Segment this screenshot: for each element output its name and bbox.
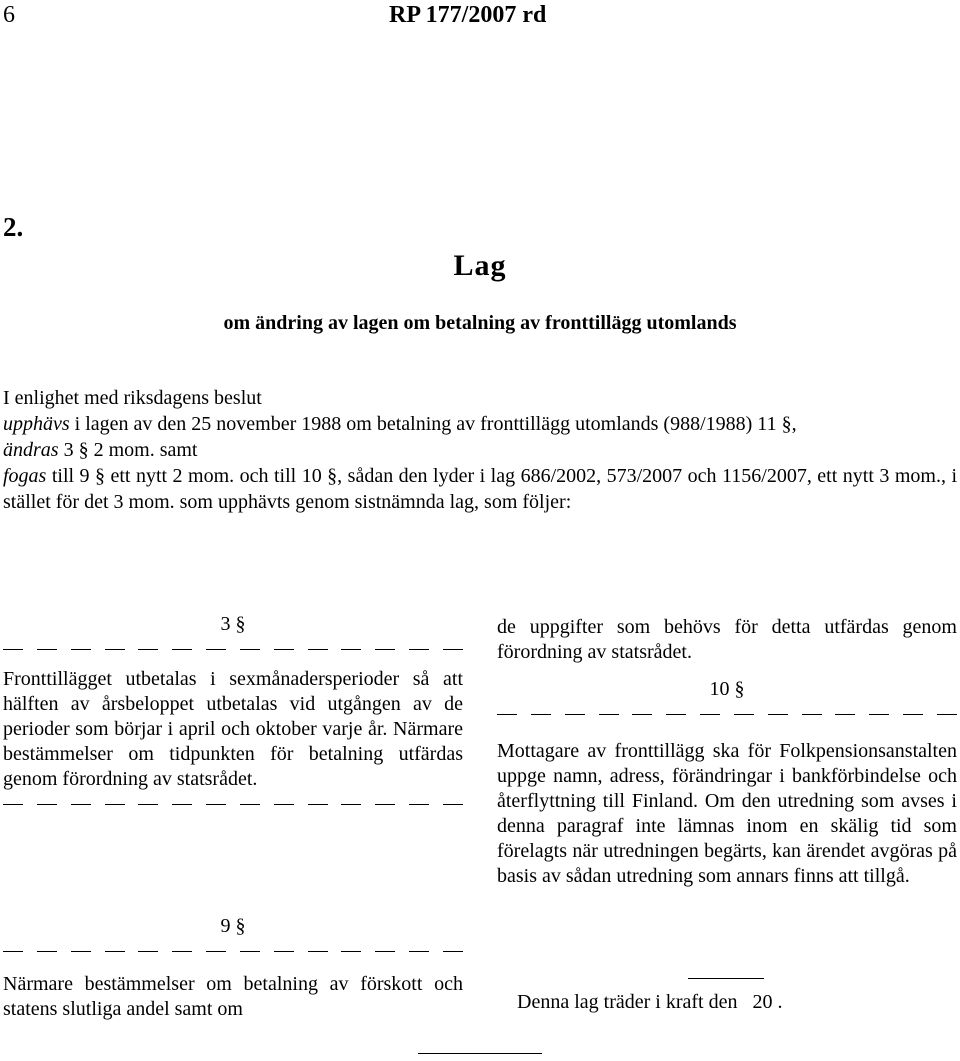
right-column bbox=[497, 615, 957, 889]
repeal-keyword: upphävs bbox=[3, 413, 70, 435]
amend-clause bbox=[3, 437, 957, 463]
omission-dashes bbox=[3, 792, 463, 817]
enacting-line: I enlighet med riksdagens beslut bbox=[3, 387, 262, 409]
omission-dashes bbox=[3, 939, 463, 964]
continuation-text: de uppgifter som behövs för detta utfärdas genom förordning av statsrådet. bbox=[497, 616, 957, 663]
end-line bbox=[418, 1053, 542, 1054]
amend-keyword: ändras bbox=[3, 439, 59, 461]
left-column-section-9 bbox=[3, 914, 463, 1022]
omission-dashes bbox=[497, 702, 957, 727]
amend-text: 3 § 2 mom. samt bbox=[58, 439, 198, 461]
separator-line bbox=[688, 978, 764, 979]
law-subtitle: om ändring av lagen om betalning av fronttillägg utomlands bbox=[223, 312, 737, 334]
section-10-heading: 10 § bbox=[709, 678, 745, 700]
section-10-text: Mottagare av fronttillägg ska för Folkpensionsanstalten uppge namn, adress, förändringar i bankförbindelse och återflyttning till Finland. Om den utredning som avses i denna paragraf inte lämnas inom en skälig tid som förelagts när utredningen begärts, kan ärendet avgöras på basis av sådan utredning som annars finns att tillgå. bbox=[497, 740, 957, 887]
section-3-heading: 3 § bbox=[220, 613, 246, 635]
law-title: Lag bbox=[453, 249, 507, 282]
document-reference: RP 177/2007 rd bbox=[389, 2, 547, 28]
enacting-clause bbox=[3, 385, 957, 515]
omission-dashes bbox=[3, 637, 463, 662]
add-text: till 9 § ett nytt 2 mom. och till 10 §, sådan den lyder i lag 686/2002, 573/2007 och 1156/2007, ett nytt 3 mom., i stället för det 3 mom. som upphävts genom sistnämnda lag, som följer: bbox=[3, 465, 957, 513]
add-clause bbox=[3, 463, 957, 515]
add-keyword: fogas bbox=[3, 465, 47, 487]
section-9-heading: 9 § bbox=[220, 915, 246, 937]
left-column bbox=[3, 612, 463, 817]
repeal-text: i lagen av den 25 november 1988 om betalning av fronttillägg utomlands (988/1988) 11 §, bbox=[69, 413, 797, 435]
section-9-text: Närmare bestämmelser om betalning av förskott och statens slutliga andel samt om bbox=[3, 973, 463, 1020]
section-number: 2. bbox=[3, 212, 24, 242]
section-3-text: Fronttillägget utbetalas i sexmånadersperioder så att hälften av årsbeloppet utbetalas vid utgången av de perioder som börjar i april och oktober varje år. Närmare bestämmelser om tidpunkten för betalning utfärdas genom förordning av statsrådet. bbox=[3, 668, 463, 790]
entry-into-force: Denna lag träder i kraft den 20 . bbox=[517, 991, 783, 1013]
page-number: 6 bbox=[3, 2, 15, 28]
repeal-clause bbox=[3, 411, 957, 437]
